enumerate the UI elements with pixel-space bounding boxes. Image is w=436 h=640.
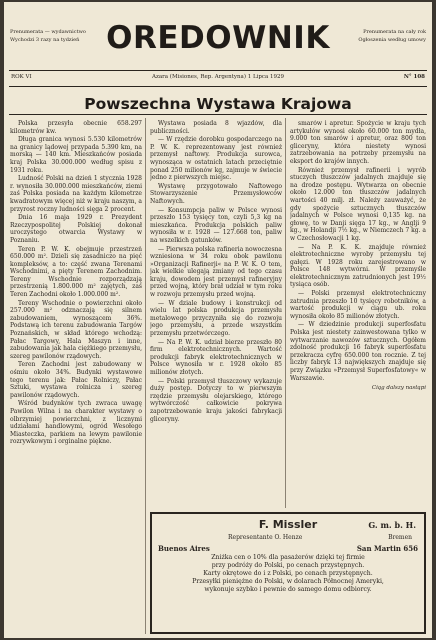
issue-location-date: Azara (Misiones, Rep. Argentyna) 1 Lipca 1929 bbox=[152, 74, 284, 80]
masthead-left-line: Wychodzi 3 razy na tydzień bbox=[10, 37, 80, 43]
paragraph: Teren Zachodni jest zabudowany w ośmiu około 34%. Budynki wystawowe tego terenu jak: Pałac Rolniczy, Pałac Sztuki, wystawa rolnicza i szereg pawilonów rządowych. bbox=[10, 361, 142, 399]
ad-body bbox=[160, 554, 416, 594]
ad-representative: Representante O. Henze bbox=[228, 534, 303, 541]
ad-company-name: F. Missler bbox=[258, 518, 318, 531]
masthead bbox=[4, 2, 432, 68]
masthead-left-line: Prenumerata — wydawnictwo bbox=[10, 29, 86, 35]
paragraph: Długa granica wynosi 5.530 kilometrów na granicy lądowej przypada 5.390 km, na morską — 140 km. Mieszkańców posiada kraj Polska 30.000.000 według spisu z 1931 roku. bbox=[10, 136, 142, 174]
newspaper-page bbox=[4, 2, 432, 638]
ad-address-left: Buenos Aires bbox=[158, 544, 210, 553]
paragraph: Teren P. W. K. obejmuje przestrzeń 650.000 m². Dzieli się zasadniczo na pięć kompleksów, a to: część zwana Terenami Wschodnimi, a pięty Terenem Zachodnim. Tereny Wschodnie rozporządzają przestrzenią 1.800.000 m² zajętych, zaś Teren Zachodni około 1.000.000 m². bbox=[10, 245, 142, 299]
issue-number: N° 108 bbox=[403, 74, 425, 80]
ad-line: przy podróży do Polski, po cenach przystępnych. bbox=[211, 562, 365, 569]
ad-header bbox=[152, 518, 424, 532]
column-divider bbox=[145, 118, 146, 634]
paragraph: Tereny Wschodnie o powierzchni około 257.000 m² odznaczają się silnem zabudowaniem, wynoszącem 36%. Podstawą ich terenu zabudowania Targów Poznańskich, w skład którego wchodzą: Pałac Targowy, Hala Maszyn i inne, zabudowania jak hala ciężkiego przemysłu, szereg pawilonów rządowych. bbox=[10, 299, 142, 360]
paragraph: Wśród budynków tych zwraca uwagę Pawilon Wilna i na charakter wystawy o olbrzymiej powierzchni, z licznymi udziałami handlowymi, ogród Wesołego Miasteczka, parkiem na lewym pawilonie rozrywkowym i orginalne piękne. bbox=[10, 400, 142, 446]
continued-note: Ciąg dalszy nastąpi bbox=[371, 385, 426, 392]
paragraph: Wystawę przygotowało Naftowego Stowarzyszenie Przemysłowców Naftowych. bbox=[150, 182, 282, 205]
masthead-right-line: Ogłoszenia według umowy bbox=[358, 37, 426, 43]
paragraph: — Pierwsza polska rafineria nowoczesna wzniesiona w 34 roku obok pawilonu »Organizacji Rafinerji« na P. W. K. O tem, jak wielkie ulegają zmiany od tego czasu kraju, dowodem jest przemysł rafineryjny przed wojną, który brał udział w tym roku w rozwoju przemysłu przed wojną. bbox=[150, 245, 282, 299]
article-column-3 bbox=[290, 120, 426, 506]
paragraph: — W dziedzinie produkcji superfosfatu Polska jest niestety zainwestowana tylko w wytwarzanie nawozów sztucznych. Ogółem zdolność produkcji 16 fabryk superfosfatu przekracza cyfrę 650.000 ton rocznie. Z tej liczby fabryk 13 największych znajduje się przy Związku »Przemysł Superfosfatowy« w Warszawie. bbox=[290, 321, 426, 382]
article-headline: Powszechna Wystawa Krajowa bbox=[84, 95, 352, 113]
paragraph: — W dziale budowy i konstrukcji od wielu lat polska produkcja przemysłu metalowego przyczyniła się do rozwoju jego przemysłu, a przede wszystkim przemysłu przetwórczego. bbox=[150, 299, 282, 338]
ad-city: Bremen bbox=[388, 534, 412, 541]
paragraph: Wystawa posiada 8 wjazdów, dla publiczności. bbox=[150, 120, 282, 135]
masthead-right-line: Prenumerata na cały rok bbox=[363, 29, 426, 35]
ad-line: Zniżka cen o 10% dla pasażerów dzięki tej firmie bbox=[211, 554, 365, 561]
ad-line: Przesyłki pieniężne do Polski, w dolarach Północnej Ameryki, bbox=[192, 578, 384, 585]
ad-line: Karty okrętowe do i z Polski, po cenach przystępnych. bbox=[203, 570, 373, 577]
paragraph: — Konsumpcja paliw w Polsce wynosi przeszło 153 tysięcy ton, czyli 5,3 kg na mieszkańca. Produkcja polskich paliw wynosiła w r. 1928 — 127.668 ton, paliw na wszelkich gatunków. bbox=[150, 206, 282, 244]
masthead-rule-bottom bbox=[9, 86, 427, 87]
paragraph: — Na P. K. K. znajduje również elektrotechniczne wyroby przemysłu tej gałęzi. W 1928 roku zarejestrowano w Polsce 148 wytwórni. W przemyśle elektrotechnicznym zatrudnionych jest 19½ tysiąca osób. bbox=[290, 243, 426, 289]
paragraph: Ludność Polski na dzień 1 stycznia 1928 r. wynosiła 30.000.000 mieszkańców, ziemi zaś Polska posiada na każdym kilometrze kwadratowym więcej niż w kraju naszym, a przyrost roczny ludności sięga 2 procent. bbox=[10, 175, 142, 213]
column-divider bbox=[285, 118, 286, 508]
issue-info-row bbox=[9, 74, 427, 84]
masthead-right-info bbox=[316, 28, 426, 44]
masthead-rule-top bbox=[9, 70, 427, 71]
paragraph: Polska przesyła obecnie 658.297 kilometrów kw. bbox=[10, 120, 142, 135]
headline-rule bbox=[9, 114, 427, 115]
paragraph: smarów i apretur. Spożycie w kraju tych artykułów wynosi około 60.000 ton mydła, 9.000 ton smarów i apretur, oraz 800 ton gliceryny, która niestety wynosi zatrzebowania na potrzeby przemysłu na eksport do krajów innych. bbox=[290, 120, 426, 165]
ad-address-right: San Martin 656 bbox=[356, 544, 418, 553]
newspaper-title: OREDOWNIK bbox=[106, 20, 330, 56]
paragraph: — Polski przemysł elektrotechniczny zatrudnia przeszło 10 tysięcy robotników, a wartość produkcji w ciągu ub. roku wynosiła około 85 milionów złotych. bbox=[290, 290, 426, 320]
article-column-2 bbox=[150, 120, 282, 506]
issue-year: ROK VI bbox=[11, 74, 32, 80]
paragraph: — Polski przemysł tłuszczowy wykazuje duży postęp. Dotyczy to w pierwszym rzędzie przemysłu olejarskiego, którego wytwórczość całkowicie pokrywa zapotrzebowanie kraju jakości fabrykacji gliceryny. bbox=[150, 377, 282, 423]
paragraph: Również przemysł rafinerii i wyrób stuczych tłuszczów jadalnych znajduje się na drodze postępu. Wytwarza on obecnie około 12.000 ton tłuszczów jadalnych wartości 40 milj. zł. Należy zauważyć, że gdy spożycie sztucznych tłuszczów jadalnych w Polsce wynosi 0,135 kg. na głowę, to w Danji sięga 17 kg., w Anglji 9 kg., w Holandji 7½ kg., w Niemczech 7 kg. a w Czechosłowacji 1 kg. bbox=[290, 166, 426, 242]
paragraph: Dnia 16 maja 1929 r. Prezydent Rzeczypospolitej Polskiej dokonał uroczystego otwarcia Wystawy w Poznaniu. bbox=[10, 214, 142, 244]
advertisement-box bbox=[150, 512, 426, 634]
ad-line: wykonuje szybko i pewnie do samego domu odbiorcy. bbox=[204, 586, 372, 593]
masthead-left-info bbox=[10, 28, 105, 44]
paragraph: — Na P. W. K. udział bierze przeszło 80 firm elektrotechnicznych. Wartość produkcji fabryk elektrotechnicznych w Polsce wynosiła w r. 1928 około 85 milionów złotych. bbox=[150, 338, 282, 376]
ad-company-suffix: G. m. b. H. bbox=[368, 520, 416, 530]
paragraph: — W rzędzie dorobku gospodarczego na P. W. K. reprezentowany jest również przemysł naftowy. Produkcja surowca, wynosząca w ostatnich latach przeciętnie ponad 250 milionów kg, zajmuje w świecie jedno z pierwszych miejsc. bbox=[150, 136, 282, 182]
article-column-1 bbox=[10, 120, 142, 634]
